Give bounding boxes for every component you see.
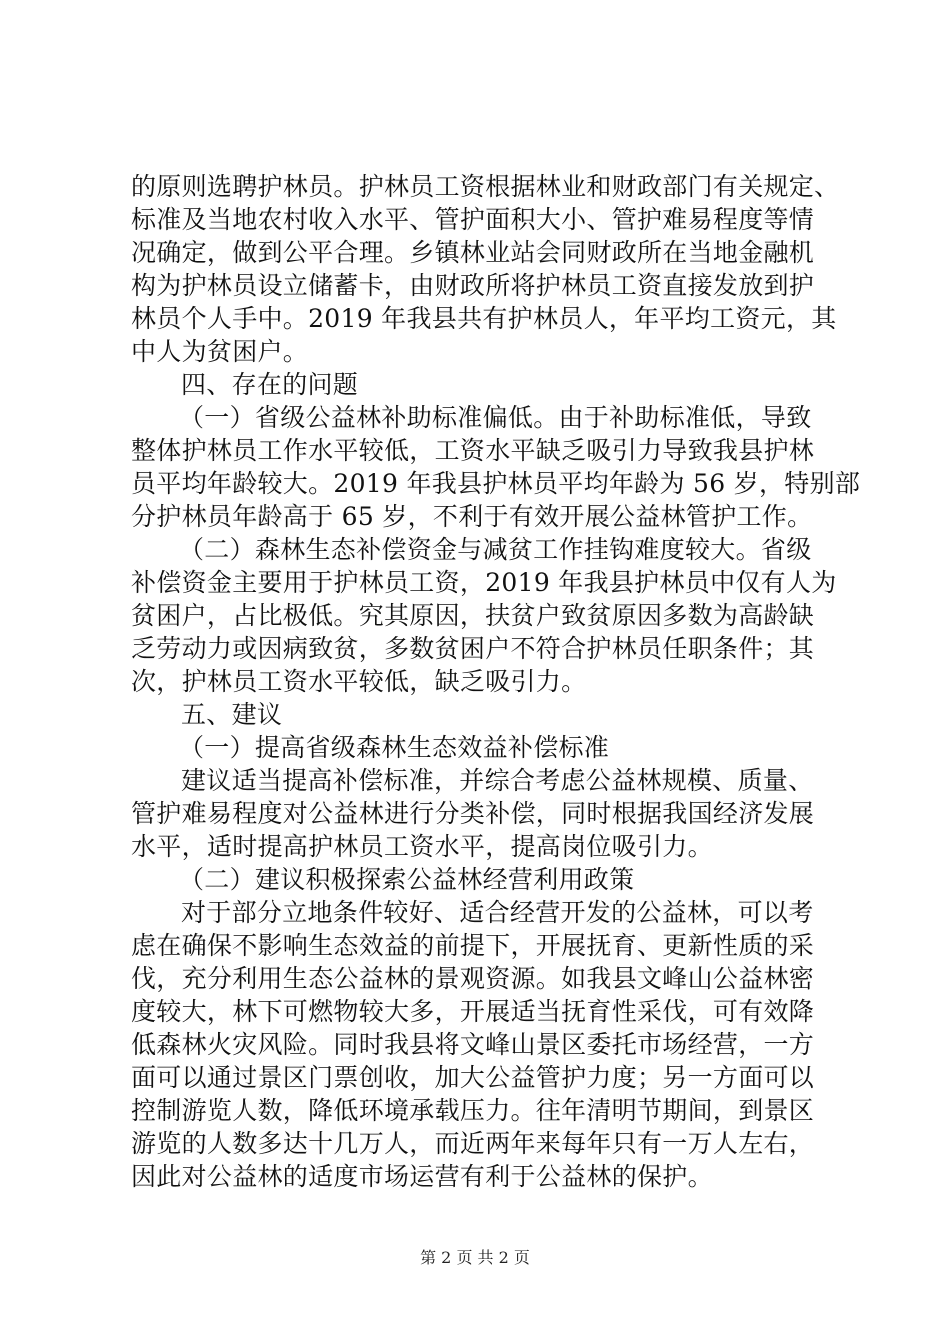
text-line: 构为护林员设立储蓄卡，由财政所将护林员工资直接发放到护 (131, 271, 815, 300)
text-line: 次，护林员工资水平较低，缺乏吸引力。 (131, 667, 587, 696)
text-line: 整体护林员工作水平较低，工资水平缺乏吸引力导致我县护林 (131, 436, 815, 465)
section-heading: 四、存在的问题 (181, 370, 359, 399)
paragraph-first-line: 对于部分立地条件较好、适合经营开发的公益林，可以考 (181, 898, 814, 927)
text-line: 面可以通过景区门票创收，加大公益管护力度；另一方面可以 (131, 1063, 815, 1092)
subsection-heading: （二）建议积极探索公益林经营利用政策 (179, 865, 635, 894)
paragraph-first-line: （一）省级公益林补助标准偏低。由于补助标准低，导致 (179, 403, 812, 432)
text-line: 分护林员年龄高于 65 岁，不利于有效开展公益林管护工作。 (131, 502, 813, 531)
text-line: 乏劳动力或因病致贫，多数贫困户不符合护林员任职条件；其 (131, 634, 815, 663)
text-line: 游览的人数多达十几万人，而近两年来每年只有一万人左右， (131, 1129, 815, 1158)
text-line: 林员个人手中。2019 年我县共有护林员人，年平均工资元，其 (131, 304, 837, 333)
section-heading: 五、建议 (181, 700, 283, 729)
page-number-footer: 第 2 页 共 2 页 (420, 1248, 530, 1267)
text-line: 贫困户，占比极低。究其原因，扶贫户致贫原因多数为高龄缺 (131, 601, 815, 630)
text-line: 伐，充分利用生态公益林的景观资源。如我县文峰山公益林密 (131, 964, 815, 993)
text-line: 补偿资金主要用于护林员工资，2019 年我县护林员中仅有人为 (131, 568, 837, 597)
text-line: 况确定，做到公平合理。乡镇林业站会同财政所在当地金融机 (131, 238, 815, 267)
subsection-heading: （一）提高省级森林生态效益补偿标准 (179, 733, 610, 762)
text-line: 虑在确保不影响生态效益的前提下，开展抚育、更新性质的采 (131, 931, 815, 960)
text-line: 管护难易程度对公益林进行分类补偿，同时根据我国经济发展 (131, 799, 815, 828)
text-line: 度较大，林下可燃物较大多，开展适当抚育性采伐，可有效降 (131, 997, 815, 1026)
text-line: 低森林火灾风险。同时我县将文峰山景区委托市场经营，一方 (131, 1030, 815, 1059)
document-body (131, 170, 861, 1193)
text-line: 标准及当地农村收入水平、管护面积大小、管护难易程度等情 (131, 205, 815, 234)
text-line: 员平均年龄较大。2019 年我县护林员平均年龄为 56 岁，特别部 (131, 469, 861, 498)
text-line: 因此对公益林的适度市场运营有利于公益林的保护。 (131, 1162, 713, 1191)
text-line: 水平，适时提高护林员工资水平，提高岗位吸引力。 (131, 832, 713, 861)
text-line: 的原则选聘护林员。护林员工资根据林业和财政部门有关规定、 (131, 172, 840, 201)
text-line: 中人为贫困户。 (131, 337, 309, 366)
paragraph-first-line: （二）森林生态补偿资金与减贫工作挂钩难度较大。省级 (179, 535, 812, 564)
text-line: 控制游览人数，降低环境承载压力。往年清明节期间，到景区 (131, 1096, 815, 1125)
paragraph-first-line: 建议适当提高补偿标准，并综合考虑公益林规模、质量、 (181, 766, 814, 795)
